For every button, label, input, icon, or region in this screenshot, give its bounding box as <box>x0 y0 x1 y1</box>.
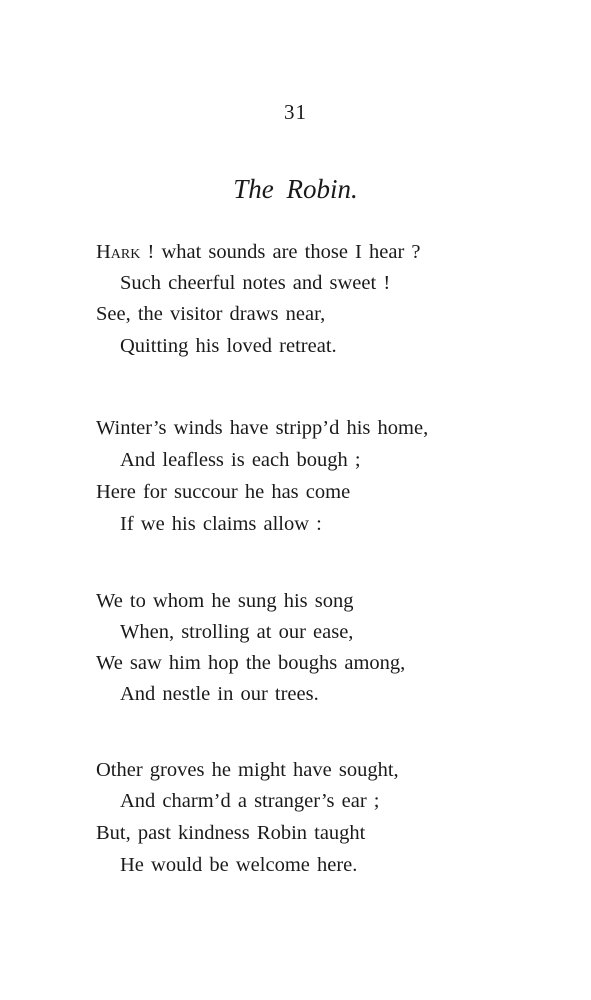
poem-line: Quitting his loved retreat. <box>120 335 337 357</box>
initial-word: Hark <box>96 241 141 263</box>
poem-line: Other groves he might have sought, <box>96 759 399 781</box>
poem-title: The Robin. <box>233 174 358 204</box>
poem-line: Such cheerful notes and sweet ! <box>120 272 391 294</box>
poem-line: But, past kindness Robin taught <box>96 822 366 844</box>
poem-line: And charm’d a stranger’s ear ; <box>120 790 380 812</box>
poem-line: When, strolling at our ease, <box>120 621 354 643</box>
poem-line: See, the visitor draws near, <box>96 303 326 325</box>
poem-line: Here for succour he has come <box>96 481 351 503</box>
poem-line: And leafless is each bough ; <box>120 449 361 471</box>
poem-line: He would be welcome here. <box>120 854 358 876</box>
poem-line <box>96 242 421 263</box>
page-number: 31 <box>284 100 307 124</box>
poem-line: We saw him hop the boughs among, <box>96 652 406 674</box>
line-text: ! what sounds are those I hear ? <box>140 241 421 263</box>
poem-line: We to whom he sung his song <box>96 590 354 612</box>
poem-line: If we his claims allow : <box>120 513 322 535</box>
poem-line: Winter’s winds have stripp’d his home, <box>96 417 429 439</box>
poem-line: And nestle in our trees. <box>120 683 319 705</box>
